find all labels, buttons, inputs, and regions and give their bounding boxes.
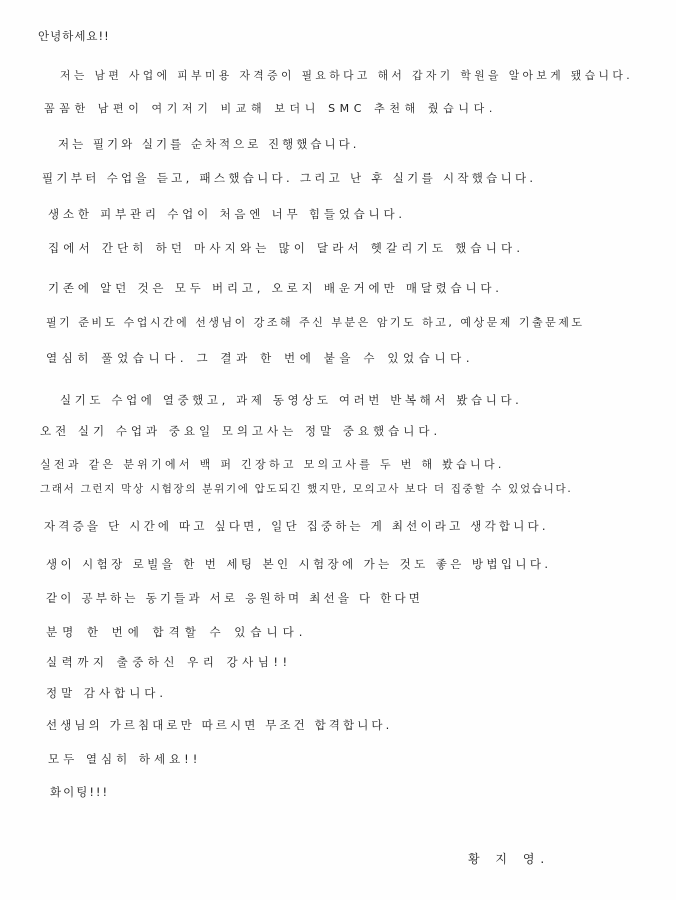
letter-line: 모두 열심히 하세요!! (48, 752, 202, 766)
letter-line: 선생님의 가르침대로만 따르시면 무조건 합격합니다. (46, 718, 393, 732)
letter-line: 꼼꼼한 남편이 여기저기 비교해 보더니 SMC 추천해 줬습니다. (44, 102, 497, 115)
letter-line: 열심히 풀었습니다. 그 결과 한 번에 붙을 수 있었습니다. (46, 351, 475, 365)
letter-line: 화이팅!!! (50, 785, 110, 799)
letter-line: 실전과 같은 분위기에서 백 퍼 긴장하고 모의고사를 두 번 해 봤습니다. (40, 458, 505, 471)
letter-line: 같이 공부하는 동기들과 서로 응원하며 최선을 다 한다면 (46, 591, 424, 605)
letter-line: 생소한 피부관리 수업이 처음엔 너무 힘들었습니다. (48, 207, 406, 221)
letter-line: 필기부터 수업을 듣고, 패스했습니다. 그리고 난 후 실기를 시작했습니다. (42, 171, 537, 185)
letter-line: 정말 감사합니다. (46, 686, 168, 700)
letter-line: 실기도 수업에 열중했고, 과제 동영상도 여러번 반복해서 봤습니다. (60, 393, 523, 407)
letter-line: 그래서 그런지 막상 시험장의 분위기에 압도되긴 했지만, 모의고사 보다 더 집중할 수 있었습니다. (40, 483, 573, 495)
letter-line: 분명 한 번에 합격할 수 있습니다. (46, 625, 308, 639)
letter-line: 저는 필기와 실기를 순차적으로 진행했습니다. (58, 137, 360, 151)
letter-line: 오전 실기 수업과 중요일 모의고사는 정말 중요했습니다. (40, 424, 442, 438)
letter-line: 집에서 간단히 하던 마사지와는 많이 달라서 헷갈리기도 했습니다. (48, 241, 525, 255)
letter-line: 안녕하세요!! (38, 29, 110, 43)
letter-line: 필기 준비도 수업시간에 선생님이 강조해 주신 부분은 암기도 하고, 예상문제 기출문제도 (46, 316, 585, 329)
signature: 황 지 영. (468, 852, 551, 866)
letter-line: 생이 시험장 로빌을 한 번 세팅 본인 시험장에 가는 것도 좋은 방법입니다. (46, 557, 552, 571)
letter-line: 자격증을 단 시간에 따고 싶다면, 일단 집중하는 게 최선이라고 생각합니다. (44, 519, 549, 533)
letter-line: 기존에 알던 것은 모두 버리고, 오로지 배운거에만 매달렸습니다. (48, 281, 503, 295)
letter-line: 실력까지 출중하신 우리 강사님!! (46, 655, 292, 669)
letter-line: 저는 남편 사업에 피부미용 자격증이 필요하다고 해서 갑자기 학원을 알아보게 됐습니다. (60, 69, 634, 82)
